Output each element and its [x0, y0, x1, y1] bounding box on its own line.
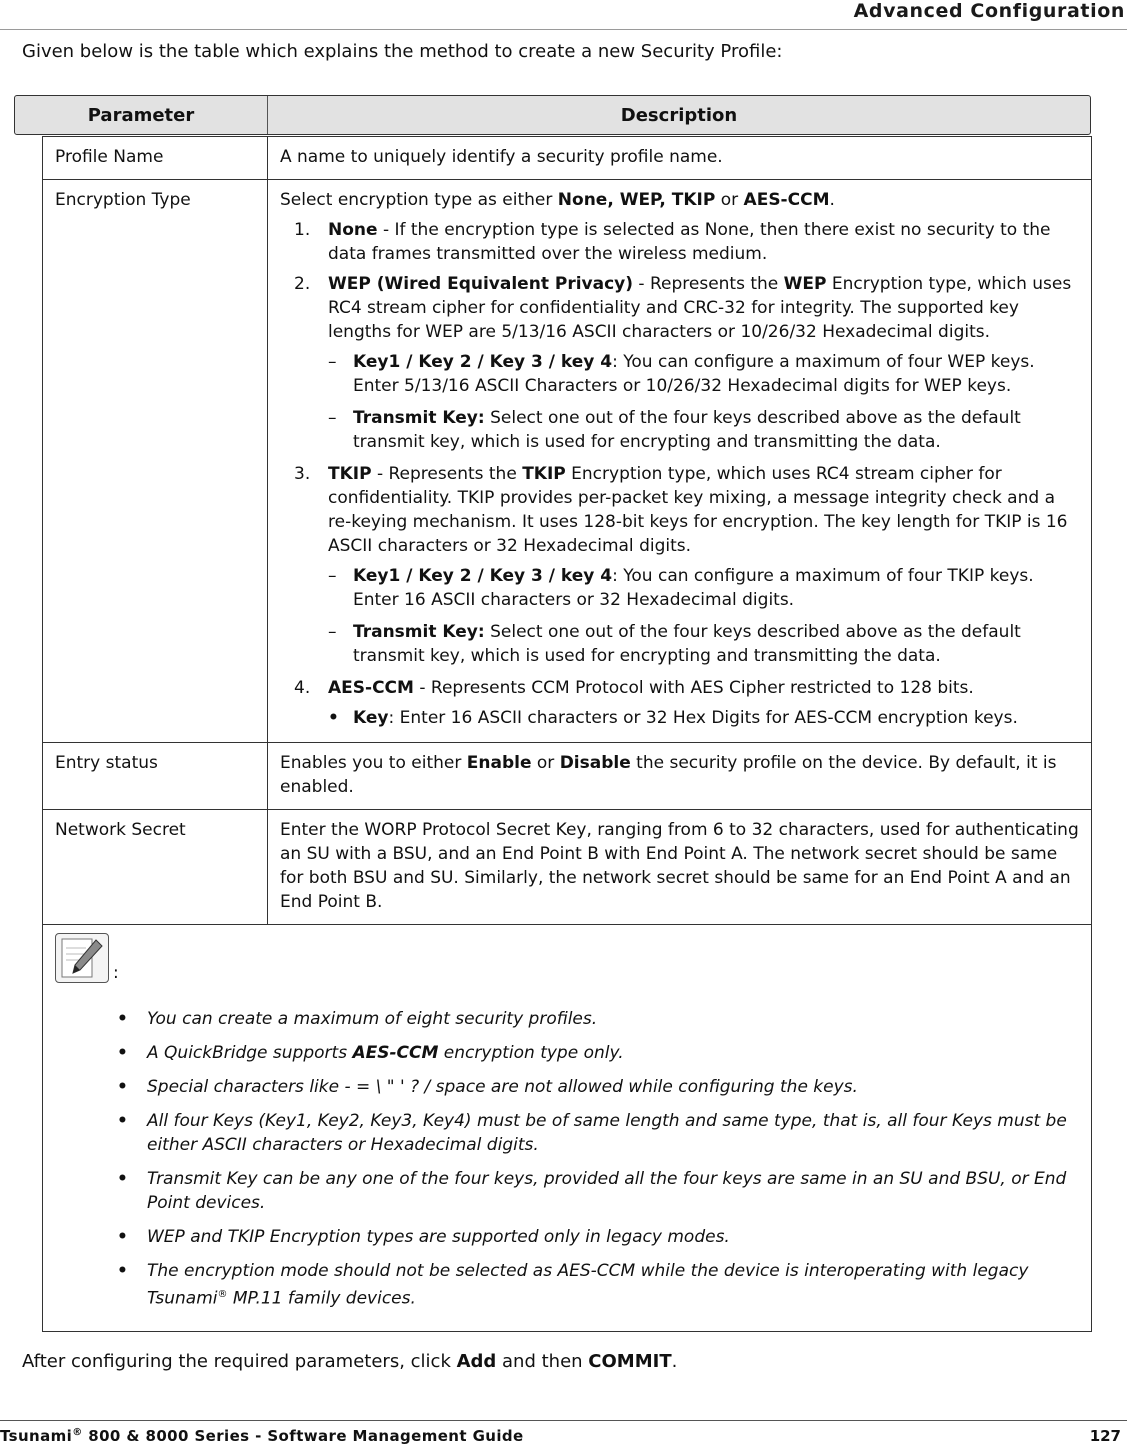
commit-label: COMMIT	[588, 1351, 672, 1372]
param-entry-status: Entry status	[43, 743, 268, 810]
header-rule	[0, 29, 1127, 30]
table-row	[43, 743, 1092, 810]
list-item: • WEP and TKIP Encryption types are supported only in legacy modes.	[117, 1227, 730, 1247]
list-item: 2. WEP (Wired Equivalent Privacy) - Represents the WEP Encryption type, which uses RC4 stream cipher for confidentiality and CRC-32 for integrity. The supported key lengths for WEP are 5/13/16 ASCII characters or 10/26/32 Hexadecimal digits.	[294, 274, 1072, 342]
col-parameter: Parameter	[87, 105, 195, 126]
page-header-title: Advanced Configuration	[853, 0, 1125, 22]
list-item: – Key1 / Key 2 / Key 3 / key 4: You can configure a maximum of four WEP keys. Enter 5/13/16 ASCII Characters or 10/26/32 Hexadecimal digits for WEP keys.	[328, 352, 1035, 396]
intro-text: Given below is the table which explains the method to create a new Security Profile:	[22, 41, 783, 62]
table-row	[43, 137, 1092, 180]
desc-profile-name: A name to uniquely identify a security profile name.	[268, 137, 1092, 180]
desc-entry-status: Enables you to either Enable or Disable the security profile on the device. By default, it is enabled.	[268, 743, 1092, 810]
list-item: – Transmit Key: Select one out of the four keys described above as the default transmit key, which is used for encrypting and transmitting the data.	[328, 408, 1021, 452]
list-item: • Key: Enter 16 ASCII characters or 32 Hex Digits for AES-CCM encryption keys.	[328, 708, 1018, 728]
list-item: • All four Keys (Key1, Key2, Key3, Key4) must be of same length and same type, that is, all four Keys must be either ASCII characters or Hexadecimal digits.	[117, 1111, 1067, 1155]
security-profile-table	[42, 136, 1092, 1332]
param-profile-name: Profile Name	[43, 137, 268, 180]
note-colon: :	[113, 963, 119, 983]
table-row	[43, 810, 1092, 925]
param-network-secret: Network Secret	[43, 810, 268, 925]
list-item: 1. None - If the encryption type is selected as None, then there exist no security to the data frames transmitted over the wireless medium.	[294, 220, 1051, 264]
outro-text: After configuring the required parameters, click Add and then COMMIT.	[22, 1351, 678, 1372]
add-label: Add	[456, 1351, 497, 1372]
table-row	[43, 180, 1092, 743]
page-number: 127	[1089, 1427, 1121, 1445]
table-row	[43, 925, 1092, 1332]
list-item: • Transmit Key can be any one of the four keys, provided all the four keys are same in an SU and BSU, or End Point devices.	[117, 1169, 1067, 1213]
list-item: • A QuickBridge supports AES-CCM encryption type only.	[117, 1043, 624, 1063]
list-item: 3. TKIP - Represents the TKIP Encryption type, which uses RC4 stream cipher for confidentiality. TKIP provides per-packet key mixing, a message integrity check and a re-keying mechanism. It uses 128-bit keys for encryption. The key length for TKIP is 16 ASCII characters or 32 Hexadecimal digits.	[294, 464, 1068, 556]
list-item: 4. AES-CCM - Represents CCM Protocol with AES Cipher restricted to 128 bits.	[294, 678, 974, 698]
desc-encryption-type: Select encryption type as either None, WEP, TKIP or AES-CCM. 1. None - If the encryption type is selected as None, then there exist no security to the data frames transmitted over the wireless medium. 2. WEP (Wired Equivalent Privacy) - Represents the WEP Encryption type, which uses RC4 stream cipher for confidentiality and CRC-32 for integrity. The supported key lengths for WEP are 5/13/16 ASCII characters or 10/26/32 Hexadecimal digits. – Key1 / Key 2 / Key 3 / key 4: You can configure a maximum of four WEP keys. Enter 5/13/16 ASCII Characters or 10/26/32 Hexadecimal digits for WEP keys. – Transmit Key: Select one out of the four keys described above as the default transmit key, which is used for encrypting and transmitting the data. 3. TKIP - Represents the TKIP Encryption type, which uses RC4 stream cipher for confidentiality. TKIP provides per-packet key mixing, a message integrity check and a re-keying mechanism. It uses 128-bit keys for encryption. The key length for TKIP is 16 ASCII characters or 32 Hexadecimal digits. – Key1 / Key 2 / Key 3 / key 4: You can configure a maximum of four TKIP keys. Enter 16 ASCII characters or 32 Hexadecimal digits. – Transmit Key: Select one out of the four keys described above as the default transmit key, which is used for encrypting and transmitting the data. 4. AES-CCM - Represents CCM Protocol with AES Cipher restricted to 128 bits. • Key: Enter 16 ASCII characters or 32 Hex Digits for AES-CCM encryption keys.	[268, 180, 1092, 743]
note-list	[55, 1007, 1079, 1311]
list-item: • The encryption mode should not be selected as AES-CCM while the device is interoperating with legacy Tsunami® MP.11 family devices.	[117, 1261, 1029, 1309]
table-header	[14, 95, 1091, 135]
footer-rule	[0, 1420, 1127, 1421]
list-item: – Transmit Key: Select one out of the four keys described above as the default transmit key, which is used for encrypting and transmitting the data.	[328, 622, 1021, 666]
list-item: – Key1 / Key 2 / Key 3 / key 4: You can configure a maximum of four TKIP keys. Enter 16 ASCII characters or 32 Hexadecimal digits.	[328, 566, 1034, 610]
desc-network-secret: Enter the WORP Protocol Secret Key, ranging from 6 to 32 characters, used for authenticating an SU with a BSU, and an End Point B with End Point A. The network secret should be same for both BSU and SU. Similarly, the network secret should be same for an End Point A and an End Point B.	[268, 810, 1092, 925]
footer-guide-title: Tsunami® 800 & 8000 Series - Software Management Guide	[0, 1427, 524, 1445]
col-description: Description	[620, 105, 738, 126]
note-cell	[43, 925, 1092, 1332]
note-pencil-icon	[55, 933, 109, 983]
param-encryption-type: Encryption Type	[43, 180, 268, 743]
list-item: • You can create a maximum of eight security profiles.	[117, 1009, 598, 1029]
list-item: • Special characters like - = \ " ' ? / space are not allowed while configuring the keys.	[117, 1077, 858, 1097]
